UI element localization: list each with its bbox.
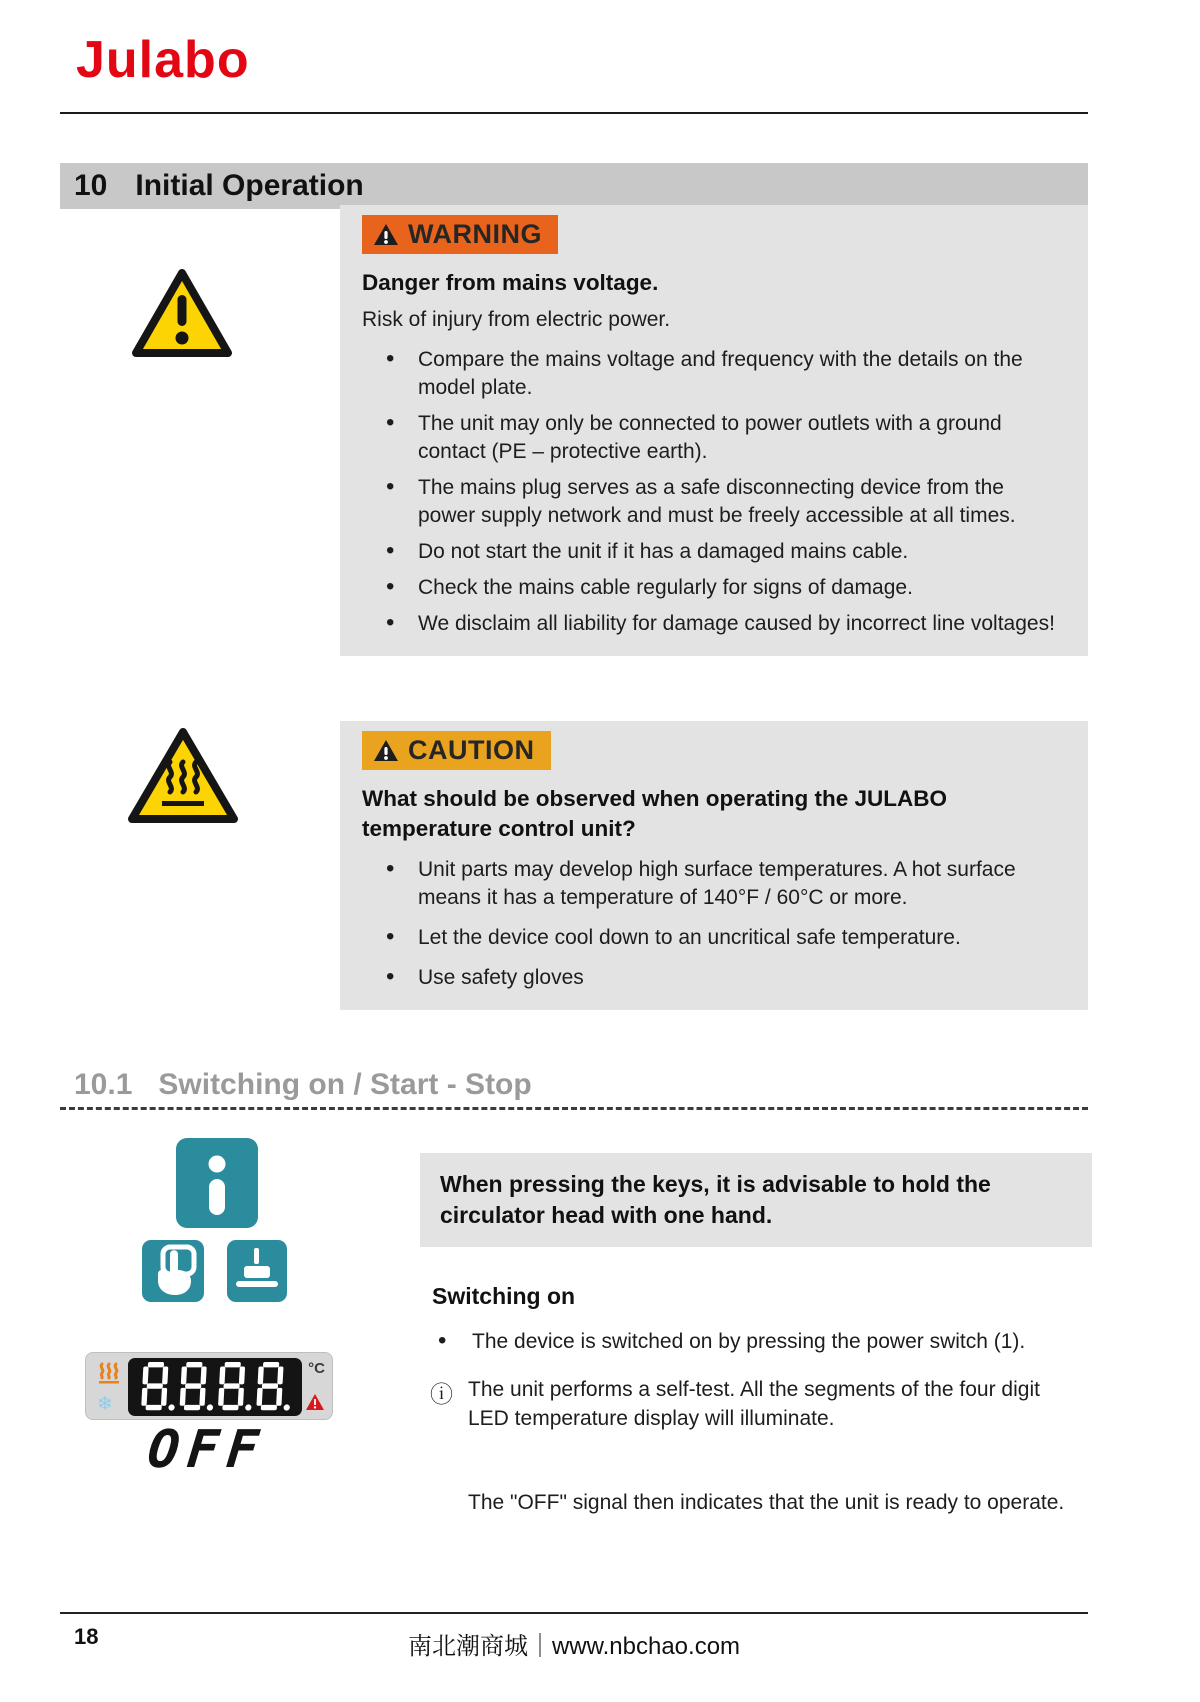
caution-badge <box>362 731 551 770</box>
bullet-item: • Check the mains cable regularly for signs of damage. <box>362 574 1062 602</box>
alert-triangle-icon <box>305 1393 325 1411</box>
bullet-item: • Do not start the unit if it has a damaged mains cable. <box>362 538 1062 566</box>
cooling-icon: ❄ <box>97 1393 113 1415</box>
julabo-logo: Julabo <box>76 31 250 89</box>
badge-exclamation-icon <box>373 223 399 246</box>
bullet-item: • Use safety gloves <box>362 964 1062 992</box>
caution-box <box>340 721 1088 1010</box>
warning-triangle-icon <box>132 268 232 358</box>
bullet-item: • Unit parts may develop high surface temperatures. A hot surface means it has a temperature of 140°F / 60°C or more. <box>362 856 1062 912</box>
switching-on-heading: Switching on <box>432 1283 576 1309</box>
led-digits-svg <box>135 1362 295 1412</box>
switching-on-bullet: • The device is switched on by pressing the power switch (1). <box>432 1328 1062 1356</box>
selftest-paragraph-1: The unit performs a self-test. All the segments of the four digit LED temperature display will illuminate. <box>468 1378 1040 1430</box>
warning-badge <box>362 215 558 254</box>
press-key-icon <box>142 1240 204 1302</box>
bullet-item: • We disclaim all liability for damage caused by incorrect line voltages! <box>362 610 1062 638</box>
circled-info-icon: ⓘ <box>430 1382 453 1408</box>
caution-badge-label: CAUTION <box>408 735 535 765</box>
off-signal-label: OFF <box>144 1420 270 1480</box>
section-number: 10 <box>74 169 108 202</box>
caution-title: What should be observed when operating the JULABO temperature control unit? <box>362 786 948 841</box>
bullet-item: • The mains plug serves as a safe disconnecting device from the power supply network and must be freely accessible at all times. <box>362 474 1062 530</box>
caution-bullet-list <box>362 856 1072 992</box>
badge-exclamation-icon <box>373 739 399 762</box>
bullet-item: • The unit may only be connected to power outlets with a ground contact (PE – protective earth). <box>362 410 1062 466</box>
led-screen <box>128 1358 302 1416</box>
warning-box <box>340 205 1088 656</box>
warning-bullet-list <box>362 346 1072 638</box>
page-number: 18 <box>74 1624 99 1649</box>
hot-surface-triangle-icon <box>126 726 240 826</box>
info-icon <box>176 1138 258 1228</box>
bullet-item: • Compare the mains voltage and frequency with the details on the model plate. <box>362 346 1062 402</box>
bullet-item: • Let the device cool down to an uncritical safe temperature. <box>362 924 1062 952</box>
warning-intro: Risk of injury from electric power. <box>362 308 671 331</box>
heating-icon <box>96 1362 122 1384</box>
selftest-paragraph-2: The "OFF" signal then indicates that the unit is ready to operate. <box>468 1491 1065 1514</box>
warning-badge-label: WARNING <box>408 219 542 249</box>
footer-site-text: 南北潮商城｜www.nbchao.com <box>407 1633 741 1660</box>
footer-divider <box>60 1612 1088 1614</box>
section-title: Initial Operation <box>135 169 364 202</box>
led-display-panel <box>85 1352 333 1420</box>
warning-title: Danger from mains voltage. <box>362 270 659 295</box>
subsection-number: 10.1 <box>74 1068 133 1101</box>
header-divider <box>60 112 1088 114</box>
subsection-title: Switching on / Start - Stop <box>158 1068 532 1101</box>
dashed-divider <box>60 1096 1088 1110</box>
section-heading <box>60 163 1088 209</box>
circulator-icon <box>227 1240 287 1302</box>
note-box: When pressing the keys, it is advisable to hold the circulator head with one hand. <box>420 1153 1092 1247</box>
celsius-label: °C <box>308 1360 325 1377</box>
